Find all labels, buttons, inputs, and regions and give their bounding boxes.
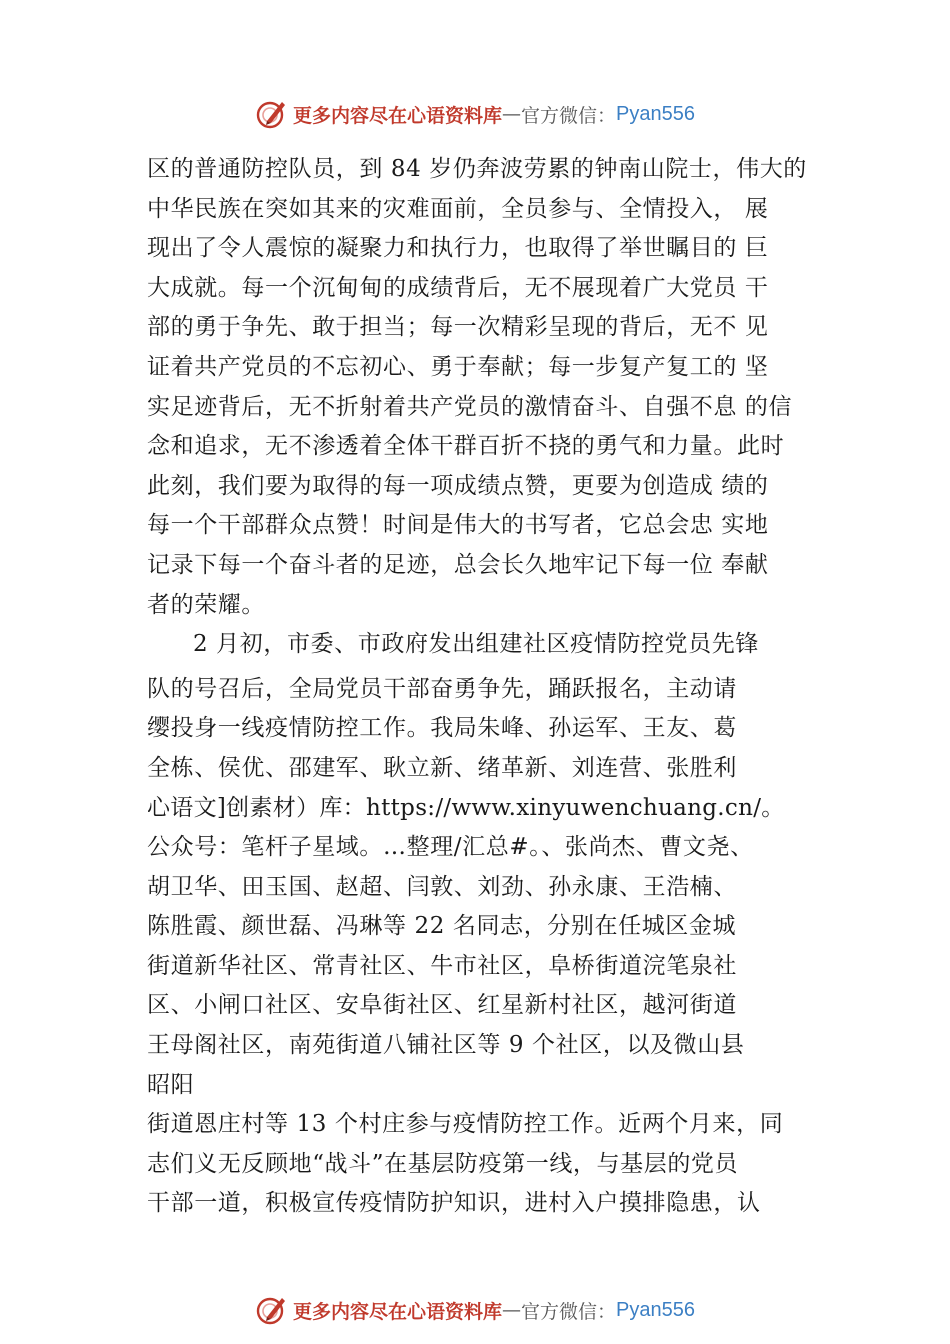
- text-line: 王母阁社区，南苑街道八铺社区等 9 个社区，以及微山县: [147, 1032, 745, 1059]
- header-banner: [0, 94, 950, 134]
- wechat-id: Pyan556: [616, 102, 695, 125]
- pen-logo-icon: [255, 1293, 289, 1327]
- official-wechat-label: 官方微信：: [521, 104, 617, 127]
- text-line: 街道恩庄村等 13 个村庄参与疫情防控工作。近两个月来，同: [147, 1111, 784, 1138]
- text-line: 部的勇于争先、敢于担当；每一次精彩呈现的背后，无不 见: [147, 314, 769, 341]
- text-line: 缨投身一线疫情防控工作。我局朱峰、孙运军、王友、葛: [147, 715, 737, 742]
- text-line: 证着共产党员的不忘初心、勇于奉献；每一步复产复工的 坚: [147, 353, 769, 380]
- text-line: 记录下每一个奋斗者的足迹，总会长久地牢记下每一位 奉献: [147, 551, 769, 578]
- wechat-id: Pyan556: [616, 1298, 695, 1321]
- paragraph-start-line: 2 月初，市委、市政府发出组建社区疫情防控党员先锋: [193, 631, 759, 658]
- source-link-line: 心语文]创素材）库：https://www.xinyuwenchuang.cn/。: [147, 794, 785, 821]
- pen-logo-icon: [255, 97, 289, 131]
- text-line: 街道新华社区、常青社区、牛市社区，阜桥街道浣笔泉社: [147, 952, 737, 979]
- text-line: 区、小闸口社区、安阜街社区、红星新村社区，越河街道: [147, 992, 737, 1019]
- text-line: 大成就。每一个沉甸甸的成绩背后，无不展现着广大党员 干: [147, 274, 769, 301]
- text-line: 全栋、侯优、邵建军、耿立新、绪革新、刘连营、张胜利: [147, 754, 737, 781]
- text-line: 陈胜霞、颜世磊、冯琳等 22 名同志，分别在任城区金城: [147, 913, 737, 940]
- footer-banner: [0, 1290, 950, 1330]
- brand-name: 更多内容尽在心语资料库: [293, 104, 503, 127]
- text-line: 队的号召后，全局党员干部奋勇争先，踊跃报名，主动请: [147, 675, 737, 702]
- banner-separator: —: [502, 1299, 522, 1321]
- text-line: 中华民族在突如其来的灾难面前，全员参与、全情投入， 展: [147, 195, 769, 222]
- text-line: 此刻，我们要为取得的每一项成绩点赞，更要为创造成 绩的: [147, 472, 769, 499]
- text-line: 昭阳: [147, 1071, 195, 1098]
- text-line: 胡卫华、田玉国、赵超、闫敦、刘劲、孙永康、王浩楠、: [147, 873, 737, 900]
- text-line: 志们义无反顾地“战斗”在基层防疫第一线，与基层的党员: [147, 1150, 739, 1177]
- text-line: 实足迹背后，无不折射着共产党员的激情奋斗、自强不息 的信: [147, 393, 793, 420]
- text-line: 者的荣耀。: [147, 591, 265, 618]
- banner-separator: —: [502, 103, 522, 125]
- official-wechat-label: 官方微信：: [521, 1300, 617, 1323]
- text-line: 现出了令人震惊的凝聚力和执行力，也取得了举世瞩目的 巨: [147, 235, 769, 262]
- text-line: 念和追求，无不渗透着全体干群百折不挠的勇气和力量。此时: [147, 433, 785, 460]
- document-body: [147, 150, 837, 1224]
- text-line: 干部一道，积极宣传疫情防护知识，进村入户摸排隐患，认: [147, 1190, 761, 1217]
- text-line: 区的普通防控队员，到 84 岁仍奔波劳累的钟南山院士，伟大的: [147, 156, 807, 182]
- brand-name: 更多内容尽在心语资料库: [293, 1300, 503, 1323]
- text-line: 每一个干部群众点赞！时间是伟大的书写者，它总会忠 实地: [147, 512, 769, 539]
- text-line: 公众号：笔杆子星域。…整理/汇总#。、张尚杰、曹文尧、: [147, 834, 754, 861]
